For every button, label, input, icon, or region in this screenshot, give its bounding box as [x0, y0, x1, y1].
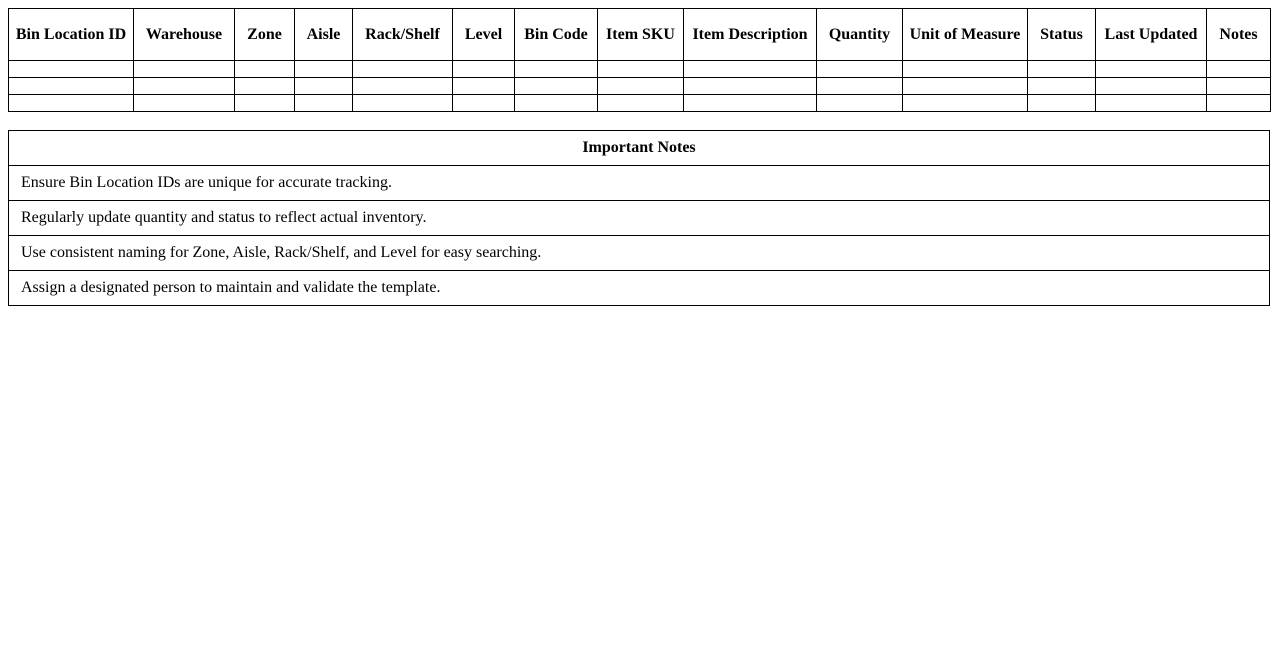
- document-page: [8, 8, 1270, 306]
- table-cell[interactable]: [9, 95, 134, 112]
- table-cell[interactable]: [295, 61, 353, 78]
- column-header-aisle: Aisle: [295, 9, 353, 61]
- table-cell[interactable]: [235, 78, 295, 95]
- table-cell[interactable]: [1207, 61, 1271, 78]
- column-header-bin-location-id: Bin Location ID: [9, 9, 134, 61]
- table-cell[interactable]: [684, 95, 817, 112]
- table-cell[interactable]: [453, 78, 515, 95]
- table-cell[interactable]: [598, 95, 684, 112]
- table-cell[interactable]: [453, 61, 515, 78]
- note-item: Use consistent naming for Zone, Aisle, Rack/Shelf, and Level for easy searching.: [9, 236, 1270, 271]
- note-row: [9, 236, 1270, 271]
- table-cell[interactable]: [515, 95, 598, 112]
- important-notes-table: [8, 130, 1270, 306]
- table-cell[interactable]: [134, 61, 235, 78]
- table-cell[interactable]: [1028, 61, 1096, 78]
- table-cell[interactable]: [1096, 78, 1207, 95]
- table-cell[interactable]: [453, 95, 515, 112]
- note-row: [9, 166, 1270, 201]
- bin-location-table: [8, 8, 1271, 112]
- table-cell[interactable]: [817, 95, 903, 112]
- notes-header-row: [9, 131, 1270, 166]
- column-header-quantity: Quantity: [817, 9, 903, 61]
- table-cell[interactable]: [1028, 78, 1096, 95]
- table-cell[interactable]: [295, 95, 353, 112]
- note-item: Ensure Bin Location IDs are unique for accurate tracking.: [9, 166, 1270, 201]
- table-cell[interactable]: [684, 61, 817, 78]
- table-cell[interactable]: [9, 78, 134, 95]
- note-item: Regularly update quantity and status to reflect actual inventory.: [9, 201, 1270, 236]
- column-header-level: Level: [453, 9, 515, 61]
- table-cell[interactable]: [1207, 95, 1271, 112]
- table-cell[interactable]: [684, 78, 817, 95]
- table-cell[interactable]: [817, 61, 903, 78]
- table-cell[interactable]: [598, 78, 684, 95]
- column-header-status: Status: [1028, 9, 1096, 61]
- column-header-item-description: Item Description: [684, 9, 817, 61]
- table-row: [9, 78, 1271, 95]
- table-cell[interactable]: [903, 61, 1028, 78]
- table-row: [9, 95, 1271, 112]
- table-cell[interactable]: [353, 61, 453, 78]
- table-cell[interactable]: [134, 78, 235, 95]
- table-cell[interactable]: [235, 61, 295, 78]
- table-cell[interactable]: [515, 78, 598, 95]
- note-item: Assign a designated person to maintain and validate the template.: [9, 271, 1270, 306]
- table-cell[interactable]: [1096, 95, 1207, 112]
- table-cell[interactable]: [295, 78, 353, 95]
- table-cell[interactable]: [9, 61, 134, 78]
- bin-table-header: [9, 9, 1271, 61]
- table-cell[interactable]: [134, 95, 235, 112]
- table-cell[interactable]: [235, 95, 295, 112]
- header-row: [9, 9, 1271, 61]
- table-cell[interactable]: [903, 78, 1028, 95]
- table-cell[interactable]: [353, 95, 453, 112]
- column-header-warehouse: Warehouse: [134, 9, 235, 61]
- table-cell[interactable]: [515, 61, 598, 78]
- column-header-rack-shelf: Rack/Shelf: [353, 9, 453, 61]
- table-cell[interactable]: [817, 78, 903, 95]
- table-cell[interactable]: [1028, 95, 1096, 112]
- note-row: [9, 271, 1270, 306]
- bin-table-body: [9, 61, 1271, 112]
- column-header-item-sku: Item SKU: [598, 9, 684, 61]
- column-header-bin-code: Bin Code: [515, 9, 598, 61]
- column-header-unit-of-measure: Unit of Measure: [903, 9, 1028, 61]
- note-row: [9, 201, 1270, 236]
- table-row: [9, 61, 1271, 78]
- table-cell[interactable]: [1096, 61, 1207, 78]
- table-cell[interactable]: [598, 61, 684, 78]
- column-header-last-updated: Last Updated: [1096, 9, 1207, 61]
- table-cell[interactable]: [353, 78, 453, 95]
- column-header-zone: Zone: [235, 9, 295, 61]
- table-cell[interactable]: [903, 95, 1028, 112]
- column-header-notes: Notes: [1207, 9, 1271, 61]
- notes-title: Important Notes: [9, 131, 1270, 166]
- table-cell[interactable]: [1207, 78, 1271, 95]
